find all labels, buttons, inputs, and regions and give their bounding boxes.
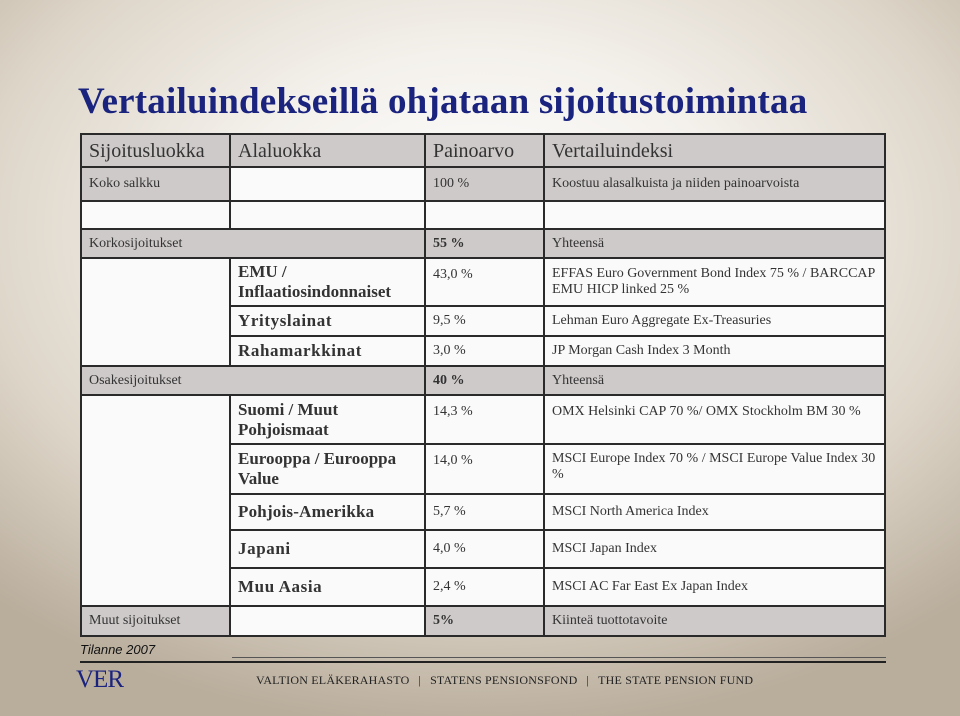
table-row [80,166,886,202]
cell-benchmark: JP Morgan Cash Index 3 Month [545,337,884,365]
cell-weight: 14,0 % [426,445,543,493]
benchmark-table [80,133,886,637]
table-row [80,200,886,230]
header-benchmark: Vertailuindeksi [545,135,884,166]
org-name-sv: STATENS PENSIONSFOND [430,673,578,687]
table-row [80,443,886,495]
cell-weight: 5% [426,607,543,635]
cell-subclass: Muu Aasia [231,569,424,605]
table-row [80,365,886,396]
cell-subclass: Suomi / Muut Pohjoismaat [231,396,424,443]
cell-benchmark: MSCI North America Index [545,495,884,529]
cell-weight: 5,7 % [426,495,543,529]
table-row [80,493,886,531]
cell-benchmark: OMX Helsinki CAP 70 %/ OMX Stockholm BM 30 % [545,396,884,443]
org-name-fi: VALTION ELÄKERAHASTO [256,673,410,687]
cell-subclass [231,607,424,635]
table-row [80,605,886,637]
table-row [80,394,886,445]
cell-subclass: Rahamarkkinat [231,337,424,365]
cell-benchmark: EFFAS Euro Government Bond Index 75 % / BARCCAP EMU HICP linked 25 % [545,259,884,305]
cell-benchmark: MSCI Europe Index 70 % / MSCI Europe Value Index 30 % [545,445,884,493]
cell-subclass [231,202,424,228]
table-row [80,335,886,367]
cell-weight: 43,0 % [426,259,543,305]
cell-weight: 3,0 % [426,337,543,365]
header-asset-class: Sijoitusluokka [82,135,229,166]
cell-benchmark: Koostuu alasalkuista ja niiden painoarvoista [545,168,884,200]
separator: | [418,673,422,687]
cell-asset-class: Muut sijoitukset [82,607,229,635]
table-row [80,567,886,607]
cell-subclass: Eurooppa / Eurooppa Value [231,445,424,493]
org-name-en: THE STATE PENSION FUND [598,673,754,687]
header-weight: Painoarvo [426,135,543,166]
cell-asset-class: Korkosijoitukset [82,230,424,257]
divider [80,661,886,663]
table-row [80,228,886,259]
separator: | [586,673,590,687]
cell-subclass [231,168,424,200]
page-title: Vertailuindekseillä ohjataan sijoitustoimintaa [78,81,808,122]
cell-benchmark: MSCI AC Far East Ex Japan Index [545,569,884,605]
ver-logo: VER [76,666,123,693]
table-row [80,305,886,337]
cell-weight: 100 % [426,168,543,200]
cell-subclass: Pohjois-Amerikka [231,495,424,529]
cell-weight: 55 % [426,230,543,257]
divider [232,657,886,658]
cell-benchmark: Kiinteä tuottotavoite [545,607,884,635]
cell-weight: 9,5 % [426,307,543,335]
cell-subclass: Yrityslainat [231,307,424,335]
cell-weight: 2,4 % [426,569,543,605]
organization-names [256,673,753,688]
cell-subclass: EMU / Inflaatiosindonnaiset [231,259,424,305]
cell-benchmark: Yhteensä [545,367,884,394]
cell-weight: 14,3 % [426,396,543,443]
header-subclass: Alaluokka [231,135,424,166]
cell-benchmark: MSCI Japan Index [545,531,884,567]
status-note: Tilanne 2007 [80,642,156,657]
cell-weight: 40 % [426,367,543,394]
cell-benchmark: Yhteensä [545,230,884,257]
cell-weight: 4,0 % [426,531,543,567]
cell-benchmark: Lehman Euro Aggregate Ex-Treasuries [545,307,884,335]
cell-asset-class [82,202,229,228]
cell-asset-class: Osakesijoitukset [82,367,424,394]
cell-benchmark [545,202,884,228]
table-row [80,257,886,307]
table-header-row [80,133,886,168]
cell-asset-class: Koko salkku [82,168,229,200]
cell-weight [426,202,543,228]
table-row [80,529,886,569]
cell-subclass: Japani [231,531,424,567]
